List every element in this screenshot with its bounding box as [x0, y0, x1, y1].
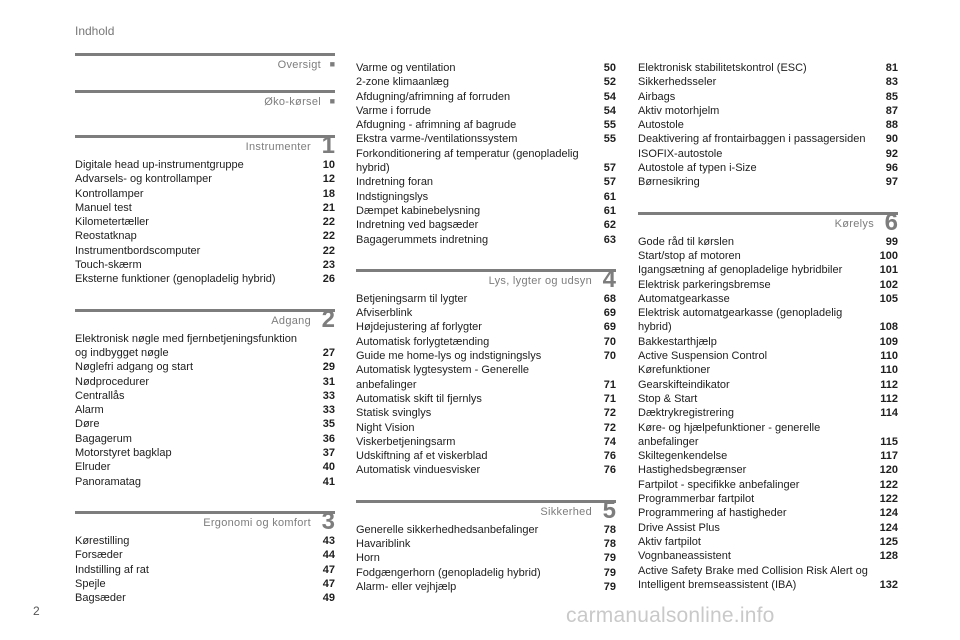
section-header	[638, 208, 898, 236]
toc-entry[interactable]	[638, 263, 898, 277]
toc-entry-page: 69	[603, 307, 616, 320]
toc-entry-text: Programmerbar fartpilot	[638, 493, 755, 506]
toc-entry-text: Guide me home-lys og indstigningslys	[356, 350, 542, 363]
toc-entry-page: 18	[322, 187, 335, 200]
toc-entry-text: Active Suspension Control	[638, 350, 768, 363]
toc-entry-text: Alarm- eller vejhjælp	[356, 580, 457, 593]
toc-entry-page: 124	[879, 521, 898, 534]
toc-entry-text: Udskiftning af et viskerblad	[356, 450, 488, 463]
toc-entry[interactable]	[75, 432, 335, 446]
toc-entry[interactable]	[356, 363, 616, 392]
toc-entry-page: 26	[322, 273, 335, 286]
toc-entry-page: 47	[322, 577, 335, 590]
section-header	[75, 53, 335, 74]
toc-entry[interactable]	[638, 463, 898, 477]
toc-entry-page: 102	[879, 278, 898, 291]
toc-column-3	[638, 61, 898, 592]
toc-entry-page: 49	[322, 592, 335, 605]
toc-entry-page: 43	[322, 534, 335, 547]
toc-entry[interactable]	[75, 389, 335, 403]
toc-entry-page: 55	[603, 133, 616, 146]
toc-entry-page: 29	[322, 361, 335, 374]
toc-entry[interactable]	[356, 335, 616, 349]
toc-entry[interactable]	[638, 118, 898, 132]
toc-entry-text: Indstigningslys	[356, 190, 429, 203]
toc-entry-page: 115	[880, 435, 898, 448]
toc-entry-page: 68	[603, 292, 616, 305]
toc-entry-page: 83	[885, 76, 898, 89]
toc-entry-text: Fodgængerhorn (genopladelig hybrid)	[356, 566, 541, 579]
toc-entry-page: 78	[603, 523, 616, 536]
toc-entry[interactable]	[75, 158, 335, 172]
section-title: Oversigt	[277, 59, 321, 71]
toc-entry[interactable]	[638, 549, 898, 563]
toc-entry-page: 81	[885, 62, 898, 74]
toc-section	[75, 90, 335, 111]
toc-entry-page: 90	[885, 133, 898, 146]
toc-entry-text: Betjeningsarm til lygter	[356, 292, 468, 305]
toc-entry-text: Kørestilling	[75, 534, 130, 547]
toc-entry[interactable]	[638, 449, 898, 463]
toc-entry[interactable]	[356, 463, 616, 477]
toc-entry-text: Bagagerum	[75, 432, 132, 445]
toc-entry-text: Nødprocedurer	[75, 375, 149, 388]
toc-entry[interactable]	[356, 90, 616, 104]
toc-entry[interactable]	[356, 421, 616, 435]
toc-entry[interactable]	[638, 392, 898, 406]
toc-entry-page: 124	[879, 507, 898, 520]
toc-entry-text: Hastighedsbegrænser	[638, 464, 747, 477]
toc-entry-page: 40	[322, 461, 335, 474]
toc-entry-page: 22	[322, 216, 335, 229]
toc-entry-page: 22	[322, 244, 335, 257]
toc-entry-page: 76	[603, 464, 616, 477]
toc-entry-text: Drive Assist Plus	[638, 521, 720, 534]
toc-entry[interactable]	[638, 349, 898, 363]
toc-entry-text: 2-zone klimaanlæg	[356, 76, 449, 89]
toc-entry-text: Automatisk vinduesvisker	[356, 464, 481, 477]
toc-entry-page: 23	[322, 259, 335, 272]
toc-entry[interactable]	[356, 233, 616, 247]
toc-entry-text: Elektronisk stabilitetskontrol (ESC)	[638, 62, 807, 74]
toc-entry-text: Digitale head up-instrumentgruppe	[75, 159, 244, 171]
page-number: 2	[33, 604, 40, 618]
toc-entry-page: 99	[885, 235, 898, 248]
toc-entry-page: 35	[322, 418, 335, 431]
toc-entry-text: Generelle sikkerhedhedsanbefalinger	[356, 523, 539, 536]
toc-section	[75, 507, 335, 605]
toc-entry-text: Indretning ved bagsæder	[356, 219, 479, 232]
toc-entry[interactable]	[356, 523, 616, 537]
toc-entry[interactable]	[75, 172, 335, 186]
toc-entry[interactable]	[75, 460, 335, 474]
toc-entry-text: Nøglefri adgang og start	[75, 361, 194, 374]
section-header	[356, 265, 616, 293]
toc-entry[interactable]	[356, 204, 616, 218]
toc-entry-text: Indstilling af rat	[75, 563, 149, 576]
toc-entry[interactable]	[75, 187, 335, 201]
toc-entry-page: 112	[880, 378, 898, 391]
toc-entry-page: 72	[603, 421, 616, 434]
toc-entry-text: Automatisk skift til fjernlys	[356, 392, 482, 405]
toc-entry-page: 114	[880, 407, 898, 420]
toc-entry-page: 87	[885, 104, 898, 117]
section-marker-icon: ■	[329, 96, 335, 106]
toc-entry[interactable]	[638, 564, 898, 593]
toc-entry[interactable]	[356, 292, 616, 306]
toc-entry-page: 27	[322, 346, 335, 359]
toc-entry-text: Aktiv motorhjelm	[638, 104, 720, 117]
toc-entry-page: 31	[322, 375, 335, 388]
toc-entry[interactable]	[638, 492, 898, 506]
toc-entry[interactable]	[356, 320, 616, 334]
toc-entry[interactable]	[356, 118, 616, 132]
toc-entry-page: 54	[603, 104, 616, 117]
toc-entry-text: Gode råd til kørslen	[638, 235, 734, 248]
toc-entry-text: Sikkerhedsseler	[638, 76, 717, 89]
section-number: 2	[321, 305, 335, 333]
toc-section	[638, 61, 898, 190]
toc-entry-text: Instrumentbordscomputer	[75, 244, 201, 257]
toc-entry-text: Viskerbetjeningsarm	[356, 435, 456, 448]
toc-entry[interactable]	[638, 147, 898, 161]
toc-entry-text: Afdugning/afrimning af forruden	[356, 90, 511, 103]
toc-entry[interactable]	[638, 235, 898, 249]
toc-entry[interactable]	[75, 475, 335, 489]
toc-entry-text: Indretning foran	[356, 176, 434, 189]
toc-entry[interactable]	[638, 292, 898, 306]
toc-section	[75, 53, 335, 74]
toc-entry[interactable]	[356, 306, 616, 320]
toc-entry[interactable]	[356, 580, 616, 594]
toc-entry-text: Højdejustering af forlygter	[356, 321, 482, 334]
section-header	[356, 496, 616, 524]
toc-entry-page: 52	[603, 76, 616, 89]
toc-entry[interactable]	[75, 417, 335, 431]
section-title: Ergonomi og komfort	[203, 516, 311, 529]
toc-entry-text: Elektronisk nøgle med fjernbetjeningsfunktion og indbygget nøgle	[75, 332, 297, 359]
toc-entry[interactable]	[356, 449, 616, 463]
toc-entry-page: 61	[603, 204, 616, 217]
toc-entry[interactable]	[75, 258, 335, 272]
toc-entry[interactable]	[75, 244, 335, 258]
toc-entry-page: 63	[603, 233, 616, 246]
toc-entry-page: 71	[603, 392, 616, 405]
toc-entry-page: 120	[879, 464, 898, 477]
section-title: Instrumenter	[245, 141, 311, 153]
toc-entry[interactable]	[638, 75, 898, 89]
toc-entry[interactable]	[638, 61, 898, 75]
toc-entry[interactable]	[356, 75, 616, 89]
toc-entry-page: 54	[603, 90, 616, 103]
toc-entry-text: Varme og ventilation	[356, 62, 456, 74]
toc-entry-text: Bagsæder	[75, 592, 126, 605]
toc-entry[interactable]	[638, 132, 898, 146]
toc-entry[interactable]	[75, 403, 335, 417]
toc-entry-page: 70	[603, 335, 616, 348]
toc-entry[interactable]	[638, 104, 898, 118]
toc-entry[interactable]	[75, 548, 335, 562]
section-number: 6	[884, 208, 898, 236]
toc-entry-page: 92	[885, 147, 898, 160]
toc-entry-page: 33	[322, 389, 335, 402]
toc-entry[interactable]	[356, 349, 616, 363]
toc-entry-page: 71	[603, 378, 616, 391]
toc-entry-page: 10	[322, 159, 335, 171]
section-number: 4	[602, 265, 616, 293]
toc-entry-page: 110	[880, 350, 898, 363]
toc-column-1	[75, 53, 335, 605]
toc-entry[interactable]	[356, 218, 616, 232]
toc-entry-text: Ekstra varme-/ventilationssystem	[356, 133, 518, 146]
toc-entry-page: 57	[603, 162, 616, 175]
toc-entry[interactable]	[638, 249, 898, 263]
section-number: 3	[321, 507, 335, 535]
toc-entry[interactable]	[638, 478, 898, 492]
toc-entry-text: Alarm	[75, 404, 104, 417]
toc-entry-page: 12	[322, 173, 335, 186]
toc-entry-text: Forsæder	[75, 549, 123, 562]
toc-entry[interactable]	[638, 406, 898, 420]
toc-entry-text: Igangsætning af genopladelige hybridbiler	[638, 264, 843, 277]
toc-section	[75, 132, 335, 287]
section-header	[75, 507, 335, 535]
toc-entry-text: Programmering af hastigheder	[638, 507, 787, 520]
toc-entry-page: 69	[603, 321, 616, 334]
toc-entry-text: Vognbaneassistent	[638, 550, 731, 563]
toc-entry-page: 78	[603, 538, 616, 551]
toc-entry-page: 85	[885, 90, 898, 103]
toc-entry[interactable]	[638, 161, 898, 175]
toc-entry-page: 55	[603, 119, 616, 132]
toc-entry-page: 33	[322, 404, 335, 417]
toc-entry-text: Motorstyret bagklap	[75, 447, 172, 460]
toc-entry[interactable]	[75, 201, 335, 215]
toc-entry-text: Afdugning - afrimning af bagrude	[356, 119, 517, 132]
section-number: 5	[602, 496, 616, 524]
toc-entry-text: Elektrisk automatgearkasse (genopladelig hybrid)	[638, 307, 843, 334]
toc-entry[interactable]	[356, 61, 616, 75]
toc-entry-text: Centrallås	[75, 389, 125, 402]
toc-entry-text: Spejle	[75, 577, 106, 590]
toc-entry[interactable]	[638, 378, 898, 392]
toc-entry[interactable]	[356, 190, 616, 204]
toc-entry-page: 108	[879, 321, 898, 334]
toc-entry-text: Advarsels- og kontrollamper	[75, 173, 212, 186]
toc-entry-page: 110	[880, 364, 898, 377]
toc-entry[interactable]	[638, 306, 898, 335]
toc-entry-text: Bagagerummets indretning	[356, 233, 489, 246]
toc-entry-page: 41	[322, 475, 335, 488]
toc-entry-text: Kontrollamper	[75, 187, 144, 200]
toc-entry[interactable]	[75, 360, 335, 374]
toc-entry-text: Airbags	[638, 90, 676, 103]
toc-entry-text: Dæktrykregistrering	[638, 407, 734, 420]
toc-entry-page: 117	[880, 450, 898, 463]
toc-entry-text: Horn	[356, 552, 380, 565]
toc-entry-text: Autostole af typen i-Size	[638, 162, 757, 175]
section-number: 1	[321, 132, 335, 159]
toc-entry[interactable]	[638, 506, 898, 520]
toc-entry-text: Skiltegenkendelse	[638, 450, 728, 463]
toc-entry-page: 88	[885, 119, 898, 132]
toc-entry-page: 44	[322, 549, 335, 562]
toc-entry-text: Deaktivering af frontairbaggen i passagersiden	[638, 133, 866, 146]
toc-entry[interactable]	[356, 392, 616, 406]
toc-entry-page: 74	[603, 435, 616, 448]
toc-section	[638, 208, 898, 592]
toc-entry-page: 79	[603, 552, 616, 565]
toc-entry-page: 96	[885, 162, 898, 175]
toc-entry[interactable]	[75, 534, 335, 548]
toc-entry-page: 36	[322, 432, 335, 445]
toc-entry[interactable]	[356, 104, 616, 118]
toc-entry-page: 122	[879, 493, 898, 506]
toc-entry-text: Active Safety Brake med Collision Risk Alert og Intelligent bremseassistent (IBA)	[638, 564, 868, 591]
toc-entry-text: Automatisk lygtesystem - Generelle anbefalinger	[356, 364, 530, 391]
toc-entry-text: Reostatknap	[75, 230, 137, 243]
toc-entry[interactable]	[638, 363, 898, 377]
toc-entry[interactable]	[75, 272, 335, 286]
page-header: Indhold	[75, 24, 115, 38]
toc-entry-text: Eksterne funktioner (genopladelig hybrid)	[75, 273, 276, 286]
toc-entry-page: 122	[879, 478, 898, 491]
toc-entry[interactable]	[356, 435, 616, 449]
toc-entry-text: Døre	[75, 418, 100, 431]
toc-entry-page: 101	[879, 264, 898, 277]
toc-entry-text: Start/stop af motoren	[638, 249, 741, 262]
toc-entry[interactable]	[638, 278, 898, 292]
toc-entry-text: Fartpilot - specifikke anbefalinger	[638, 478, 800, 491]
toc-entry-text: Panoramatag	[75, 475, 142, 488]
toc-entry-page: 132	[879, 578, 898, 591]
section-header	[75, 305, 335, 333]
toc-entry-text: Kilometertæller	[75, 216, 149, 229]
toc-column-2	[356, 61, 616, 594]
toc-entry[interactable]	[356, 551, 616, 565]
section-title: Sikkerhed	[540, 505, 592, 518]
toc-entry-page: 128	[879, 550, 898, 563]
toc-entry[interactable]	[75, 563, 335, 577]
toc-entry-text: Automatgearkasse	[638, 292, 730, 305]
toc-entry-page: 62	[603, 219, 616, 232]
toc-entry-text: Havariblink	[356, 538, 411, 551]
toc-entry-text: Manuel test	[75, 201, 132, 214]
watermark: carmanualsonline.info	[566, 604, 775, 627]
toc-entry-text: Aktiv fartpilot	[638, 535, 701, 548]
toc-entry-text: Statisk svinglys	[356, 407, 432, 420]
toc-entry-text: Stop & Start	[638, 392, 698, 405]
section-title: Øko-kørsel	[264, 96, 321, 108]
toc-entry-text: Varme i forrude	[356, 104, 431, 117]
toc-entry[interactable]	[638, 90, 898, 104]
toc-entry[interactable]	[356, 147, 616, 176]
toc-entry[interactable]	[75, 375, 335, 389]
toc-entry-text: Elektrisk parkeringsbremse	[638, 278, 771, 291]
toc-entry-text: Night Vision	[356, 421, 415, 434]
toc-entry[interactable]	[638, 521, 898, 535]
toc-entry-page: 125	[879, 535, 898, 548]
toc-entry-text: Forkonditionering af temperatur (genopladelig hybrid)	[356, 147, 579, 175]
toc-entry[interactable]	[356, 537, 616, 551]
toc-entry[interactable]	[356, 132, 616, 146]
toc-entry[interactable]	[356, 406, 616, 420]
toc-entry-text: Bakkestarthjælp	[638, 335, 717, 348]
toc-entry[interactable]	[638, 421, 898, 450]
toc-entry[interactable]	[75, 446, 335, 460]
toc-entry[interactable]	[356, 175, 616, 189]
toc-entry-text: Autostole	[638, 119, 684, 132]
toc-entry-text: Automatisk forlygtetænding	[356, 335, 490, 348]
toc-entry-page: 47	[322, 563, 335, 576]
toc-entry-page: 79	[603, 566, 616, 579]
toc-entry-page: 21	[322, 201, 335, 214]
toc-entry-text: Børnesikring	[638, 176, 700, 189]
toc-entry-text: ISOFIX-autostole	[638, 147, 723, 160]
toc-entry-page: 76	[603, 450, 616, 463]
toc-entry-text: Køre- og hjælpefunktioner - generelle anbefalinger	[638, 421, 821, 448]
toc-section	[356, 265, 616, 478]
toc-entry[interactable]	[638, 175, 898, 189]
toc-entry[interactable]	[638, 535, 898, 549]
section-title: Adgang	[271, 314, 311, 327]
toc-entry-page: 100	[879, 249, 898, 262]
toc-entry-page: 112	[880, 392, 898, 405]
section-title: Kørelys	[834, 217, 874, 230]
toc-section	[356, 61, 616, 247]
toc-entry-text: Touch-skærm	[75, 259, 142, 272]
toc-entry-page: 50	[603, 62, 616, 74]
section-header	[75, 132, 335, 159]
toc-entry[interactable]	[75, 332, 335, 361]
toc-entry-page: 105	[879, 292, 898, 305]
toc-entry-page: 79	[603, 580, 616, 593]
toc-entry-page: 109	[879, 335, 898, 348]
section-marker-icon: ■	[329, 59, 335, 69]
toc-entry[interactable]	[75, 215, 335, 229]
toc-entry[interactable]	[356, 566, 616, 580]
section-header	[75, 90, 335, 111]
toc-entry[interactable]	[638, 335, 898, 349]
toc-entry-page: 61	[603, 190, 616, 203]
toc-entry-page: 37	[322, 447, 335, 460]
toc-section	[356, 496, 616, 594]
toc-entry-text: Gearskifteindikator	[638, 378, 730, 391]
toc-entry-page: 57	[603, 176, 616, 189]
toc-entry-page: 22	[322, 230, 335, 243]
toc-entry[interactable]	[75, 229, 335, 243]
toc-entry-page: 97	[885, 176, 898, 189]
toc-entry[interactable]	[75, 591, 335, 605]
section-title: Lys, lygter og udsyn	[488, 274, 592, 287]
toc-entry-text: Dæmpet kabinebelysning	[356, 204, 481, 217]
toc-entry-text: Elruder	[75, 461, 111, 474]
toc-entry-text: Kørefunktioner	[638, 364, 711, 377]
toc-entry-page: 72	[603, 407, 616, 420]
toc-entry[interactable]	[75, 577, 335, 591]
toc-entry-page: 70	[603, 350, 616, 363]
toc-section	[75, 305, 335, 489]
toc-entry-text: Afviserblink	[356, 307, 413, 320]
